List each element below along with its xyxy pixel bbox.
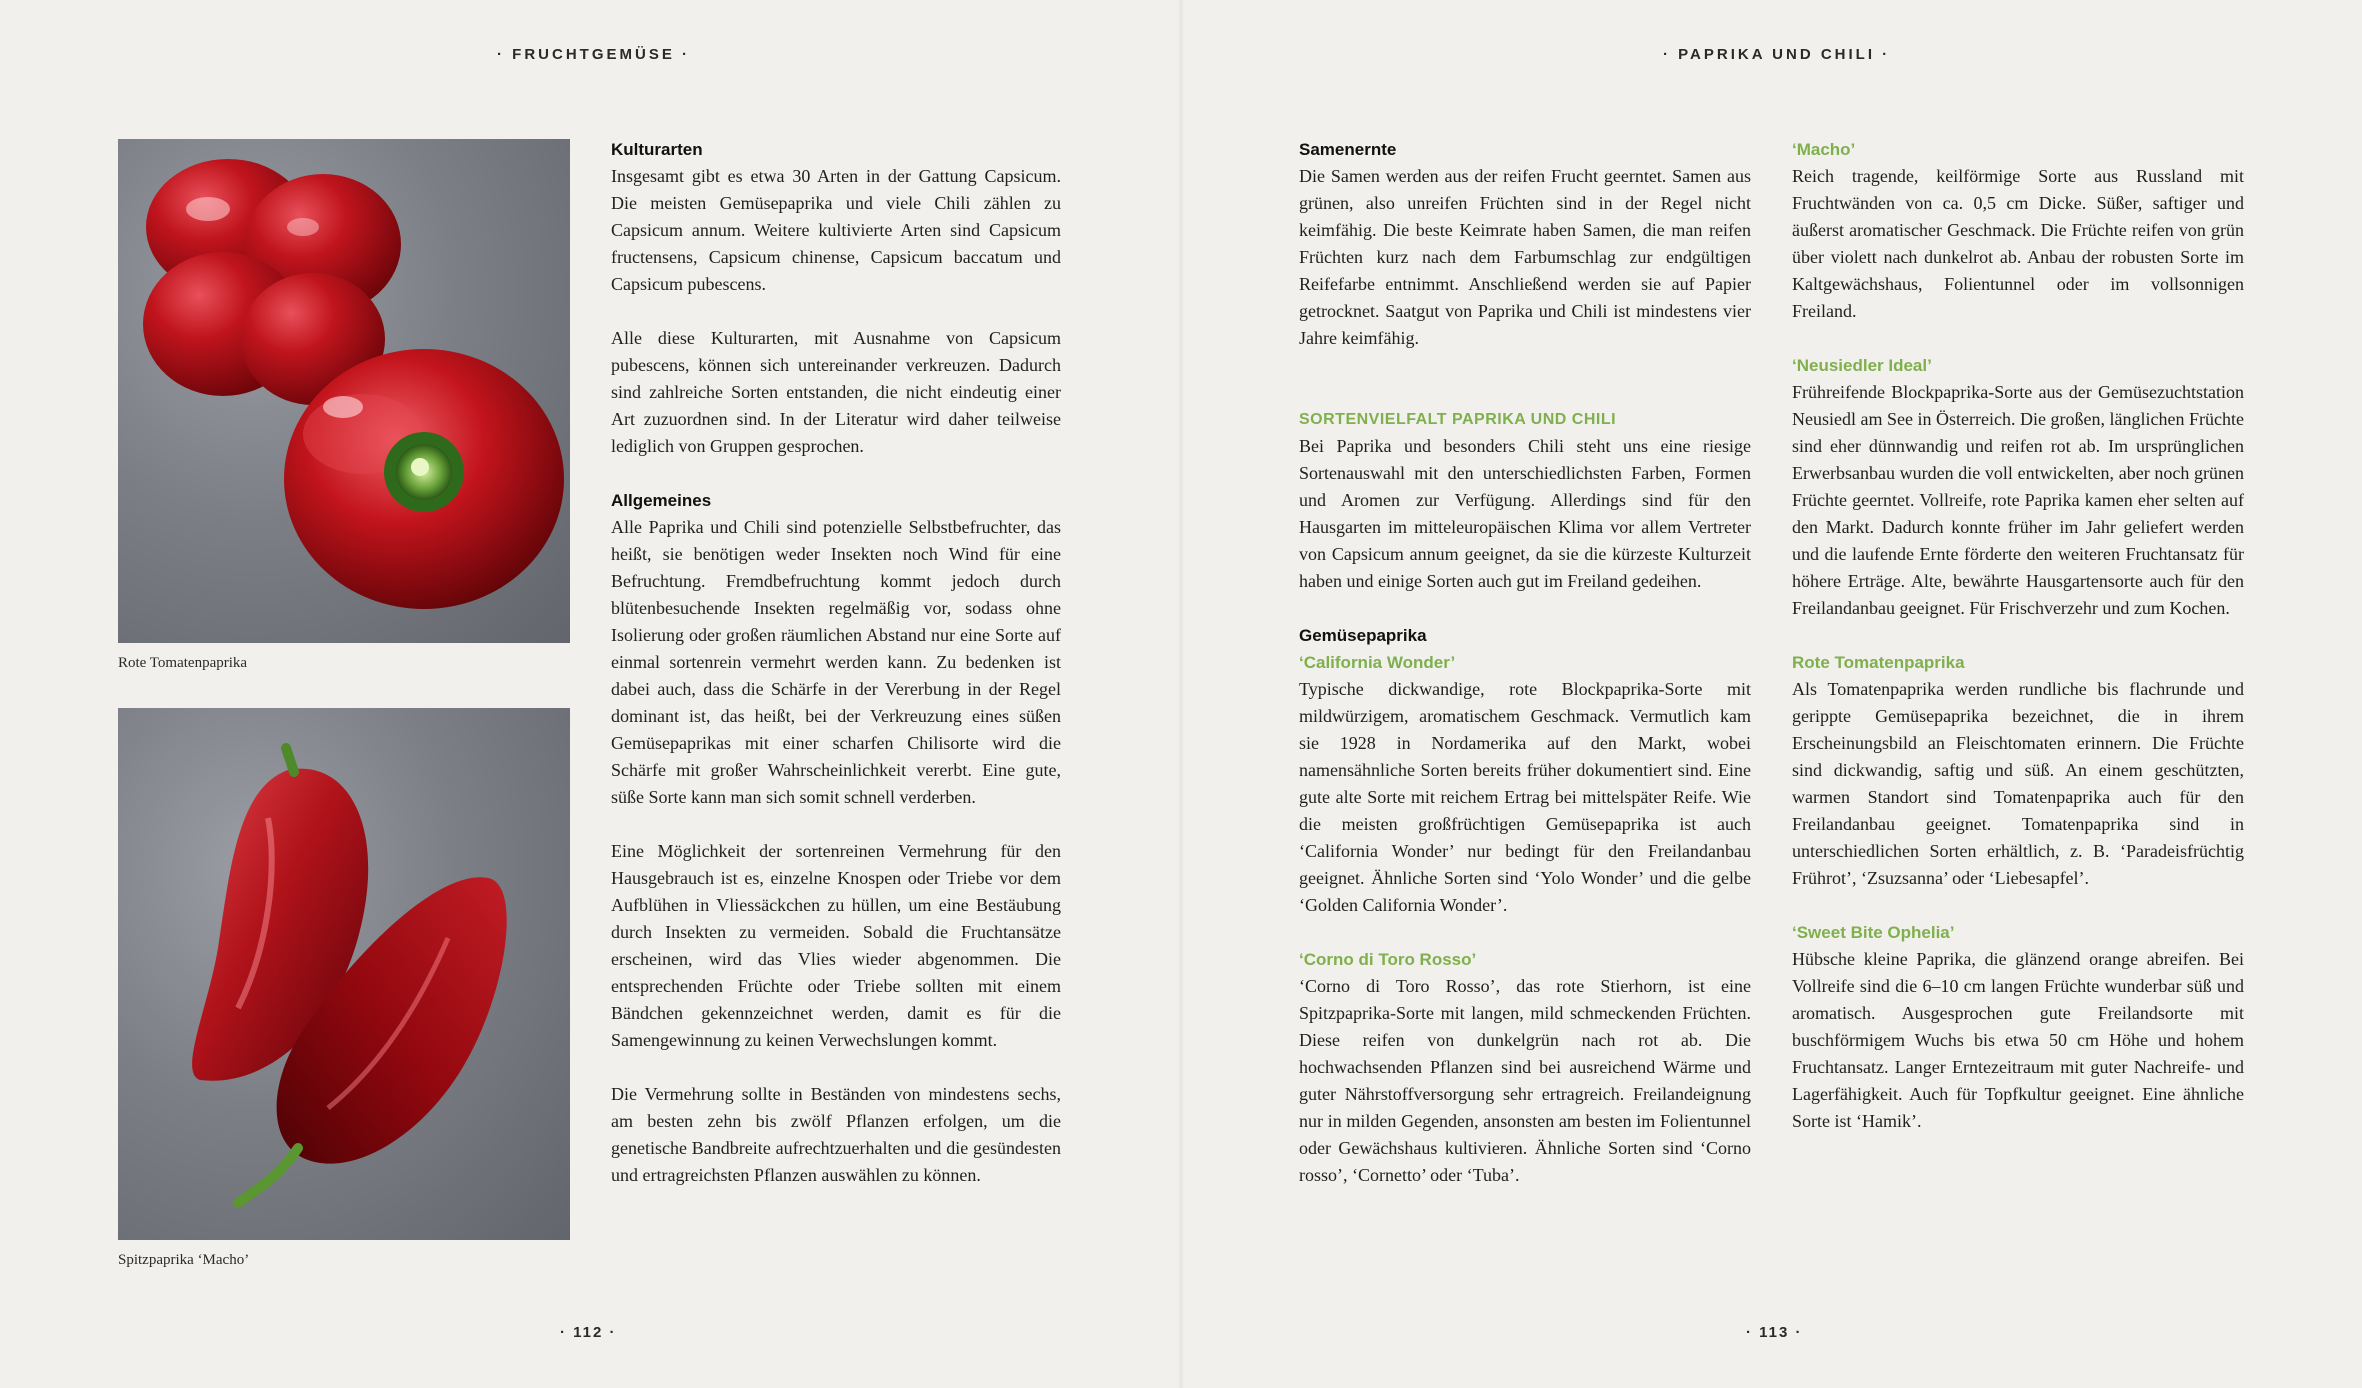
paragraph-california-wonder: Typische dickwandige, rote Blockpaprika-Sorte mit mildwürzigem, aromatischem Geschmack. Vermutlich kam sie 1928 in Nordamerika auf den Markt, wobei namensähnliche Sorten bereits früher dokumentiert sind. Eine gute alte Sorte mit reichem Ertrag bei mittelspäter Reife. Wie die meisten großfrüchtigen Gemüsepaprika ist auch ‘California Wonder’ nur bedingt für den Freilandanbau geeignet. Ähnliche Sorten sind ‘Yolo Wonder’ und die gelbe ‘Golden California Wonder’. (1299, 679, 1751, 915)
page-number-left: · 112 · (560, 1324, 617, 1341)
caption-top-photo: Rote Tomatenpaprika (118, 655, 248, 671)
heading-macho: ‘Macho’ (1792, 140, 1856, 159)
heading-gemuesepaprika: Gemüsepaprika (1299, 626, 1427, 645)
right-page (1181, 0, 2362, 1388)
paragraph-kulturarten-2: Alle diese Kulturarten, mit Ausnahme von Capsicum pubescens, können sich untereinander verkreuzen. Dadurch sind zahlreiche Sorten entstanden, die nicht eindeutig einer Art zuzuordnen sind. In der Literatur wird daher teilweise lediglich von Gruppen gesprochen. (611, 328, 1061, 456)
heading-sweet-bite-ophelia: ‘Sweet Bite Ophelia’ (1792, 923, 1955, 942)
heading-kulturarten: Kulturarten (611, 140, 703, 159)
heading-neusiedler-ideal: ‘Neusiedler Ideal’ (1792, 356, 1932, 375)
paragraph-samenernte: Die Samen werden aus der reifen Frucht geerntet. Samen aus grünen, also unreifen Früchten sind in der Regel nicht keimfähig. Die beste Keimrate haben Samen, die man reifen Früchten kurz nach dem Farbumschlag zur endgültigen Reifefarbe entnimmt. Anschließend werden sie auf Papier getrocknet. Saatgut von Paprika und Chili ist mindestens vier Jahre keimfähig. (1299, 166, 1751, 348)
paragraph-sortenvielfalt: Bei Paprika und besonders Chili steht uns eine riesige Sortenauswahl mit den unterschiedlichsten Farben, Formen und Aromen zur Verfügung. Allerdings sind für den Hausgarten im mitteleuropäischen Klima vor allem Vertreter von Capsicum annum geeignet, da sie die kürzeste Kulturzeit haben und einige Sorten auch gut im Freiland gedeihen. (1299, 436, 1751, 591)
spacer (1299, 379, 1751, 406)
right-text-column-2 (1792, 136, 2244, 1162)
paragraph-allgemeines-3: Die Vermehrung sollte in Beständen von mindestens sechs, am besten zehn bis zwölf Pflanzen erfolgen, um die genetische Bandbreite aufrechtzuerhalten und die gesündesten und ertragreichsten Pflanzen auswählen zu können. (611, 1084, 1061, 1185)
left-text-column (611, 136, 1061, 1216)
heading-sortenvielfalt: SORTENVIELFALT PAPRIKA UND CHILI (1299, 411, 1617, 428)
photo-rote-tomatenpaprika (118, 139, 570, 643)
right-text-column-1 (1299, 136, 1751, 1216)
paragraph-allgemeines-1: Alle Paprika und Chili sind potenzielle Selbstbefruchter, das heißt, sie benötigen weder Insekten noch Wind für eine Befruchtung. Fremdbefruchtung kommt jedoch durch blütenbesuchende Insekten regelmäßig vor, sodass ohne Isolierung oder großen räumlichen Abstand nur eine Sorte auf einmal sortenrein vermehrt werden kann. Zu bedenken ist dabei auch, dass die Schärfe in der Vererbung in der Regel dominant ist, das heißt, bei der Verkreuzung eines süßen Gemüsepaprikas mit einer scharfen Chilisorte wird die Schärfe mit großer Wahrscheinlichkeit vererbt. Eine gute, süße Sorte kann man sich somit schnell verderben. (611, 517, 1061, 807)
paragraph-sweet-bite-ophelia: Hübsche kleine Paprika, die glänzend orange abreifen. Bei Vollreife sind die 6–10 cm langen Früchte wunderbar süß und aromatisch. Ausgesprochen gute Freilandsorte mit buschförmigem Wuchs bis etwa 50 cm Höhe und hohem Fruchtansatz. Langer Erntezeitraum mit guter Nachreife- und Lagerfähigkeit. Auch für Topfkultur geeignet. Eine ähnliche Sorte ist ‘Hamik’. (1792, 949, 2244, 1131)
paragraph-neusiedler-ideal: Frühreifende Blockpaprika-Sorte aus der Gemüsezuchtstation Neusiedl am See in Österreich. Die großen, länglichen Früchte sind eher dünnwandig und reifen rot ab. Im ursprünglichen Erwerbsanbau wurden die voll entwickelten, aber noch grünen Früchte geerntet. Vollreife, rote Paprika kamen eher selten auf den Markt. Dadurch konnte früher im Jahr geliefert werden und die laufende Ernte förderte den weiteren Fruchtansatz für höhere Erträge. Alte, bewährte Hausgartensorte auch für den Freilandanbau geeignet. Für Frischverzehr und zum Kochen. (1792, 382, 2244, 618)
tomato-pepper-illustration (118, 139, 570, 643)
spitzpaprika-illustration (118, 708, 570, 1240)
paragraph-rote-tomatenpaprika: Als Tomatenpaprika werden rundliche bis flachrunde und gerippte Gemüsepaprika bezeichnet, die in ihrem Erscheinungsbild an Fleischtomaten erinnern. Die Früchte sind dickwandig, saftig und süß. An einem geschützten, warmen Standort sind Tomatenpaprika auch für den Freilandanbau geeignet. Tomatenpaprika sind in unterschiedlichen Sorten erhältlich, z. B. ‘Paradeisfrüchtig Frührot’, ‘Zsuzsanna’ oder ‘Liebesapfel’. (1792, 679, 2244, 888)
paragraph-allgemeines-2: Eine Möglichkeit der sortenreinen Vermehrung für den Hausgebrauch ist es, einzelne Knospen oder Triebe vor dem Aufblühen in Vliessäckchen zu hüllen, um eine Bestäubung durch Insekten zu vermeiden. Sobald die Fruchtansätze erscheinen, wird das Vlies wieder abgenommen. Die entsprechenden Früchte oder Triebe sollten mit einem Bändchen gekennzeichnet werden, damit es für die Samengewinnung zu keinen Verwechslungen kommt. (611, 841, 1061, 1050)
heading-samenernte: Samenernte (1299, 140, 1397, 159)
photo-spitzpaprika-macho (118, 708, 570, 1240)
heading-corno-di-toro: ‘Corno di Toro Rosso’ (1299, 950, 1477, 969)
page-number-right: · 113 · (1746, 1324, 1803, 1341)
heading-rote-tomatenpaprika: Rote Tomatenpaprika (1792, 653, 1965, 672)
paragraph-kulturarten-1: Insgesamt gibt es etwa 30 Arten in der Gattung Capsicum. Die meisten Gemüsepaprika und viele Chili zählen zu Capsicum annum. Weitere kultivierte Arten sind Capsicum fructensens, Capsicum chinense, Capsicum baccatum und Capsicum pubescens. (611, 166, 1061, 294)
pepper-bottom (284, 349, 564, 609)
heading-allgemeines: Allgemeines (611, 491, 712, 510)
paragraph-corno-di-toro: ‘Corno di Toro Rosso’, das rote Stierhorn, ist eine Spitzpaprika-Sorte mit langen, mild schmeckenden Früchten. Diese reifen von dunkelgrün nach rot ab. Die hochwachsenden Pflanzen sind bei ausreichend Wärme und guter Nährstoffversorgung sehr ertragreich. Freilandeignung nur in milden Gegenden, ansonsten am besten im Folientunnel oder Gewächshaus kultivieren. Ähnliche Sorten sind ‘Corno rosso’, ‘Cornetto’ oder ‘Tuba’. (1299, 976, 1751, 1185)
running-head-right: · PAPRIKA UND CHILI · (1663, 46, 1891, 63)
paragraph-macho: Reich tragende, keilförmige Sorte aus Russland mit Fruchtwänden von ca. 0,5 cm Dicke. Süßer, saftiger und äußerst aromatischer Geschmack. Die Früchte reifen von grün über violett nach dunkelrot ab. Anbau der robusten Sorte im Kaltgewächshaus, Folientunnel oder im vollsonnigen Freiland. (1792, 166, 2244, 321)
heading-california-wonder: ‘California Wonder’ (1299, 653, 1456, 672)
running-head-left: · FRUCHTGEMÜSE · (497, 46, 690, 63)
caption-bottom-photo: Spitzpaprika ‘Macho’ (118, 1252, 250, 1268)
